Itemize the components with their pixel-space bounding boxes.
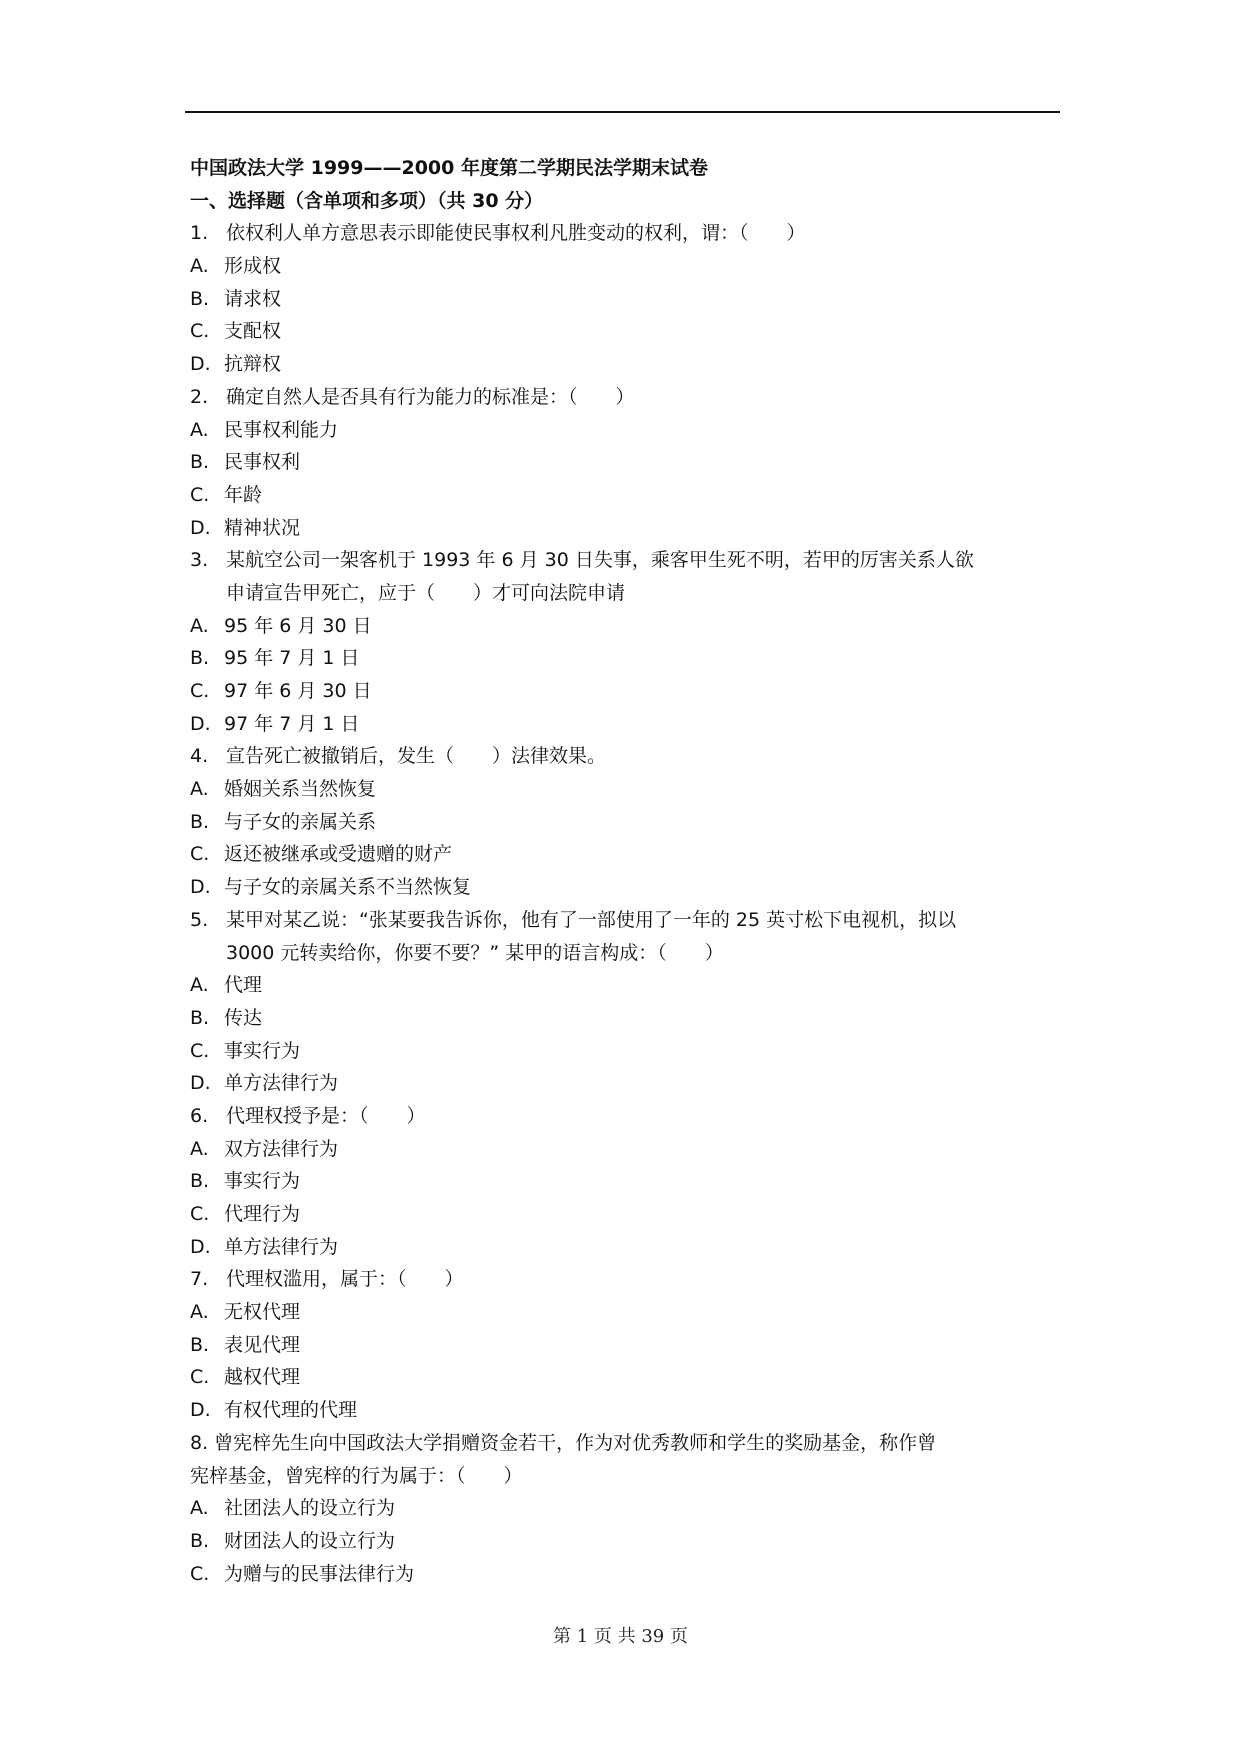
- exam-content: [190, 152, 1060, 1590]
- option-item: [190, 610, 1060, 643]
- option-letter: C.: [190, 1039, 210, 1062]
- option-item: [190, 642, 1060, 675]
- option-letter: C.: [190, 483, 210, 506]
- question-text: 确定自然人是否具有行为能力的标准是：（ ）: [226, 385, 635, 408]
- option-letter: A.: [190, 1301, 209, 1324]
- option-item: [190, 1525, 1060, 1558]
- option-item: [190, 250, 1060, 283]
- option-letter: A.: [190, 255, 209, 278]
- question-number: 2.: [190, 385, 209, 408]
- header-rule: [185, 111, 1060, 113]
- option-item: [190, 512, 1060, 545]
- option-letter: D.: [190, 516, 211, 539]
- question-number: 4.: [190, 745, 209, 768]
- option-item: [190, 1035, 1060, 1068]
- question-number: 3.: [190, 549, 209, 572]
- option-text: 事实行为: [224, 1170, 301, 1193]
- question-8: 8. 曾宪梓先生向中国政法大学捐赠资金若干，作为对优秀教师和学生的奖励基金，称作曾: [190, 1431, 937, 1454]
- option-letter: C.: [190, 1562, 210, 1585]
- option-item: [190, 446, 1060, 479]
- option-letter: D.: [190, 712, 211, 735]
- option-item: [190, 1296, 1060, 1329]
- question-text-continued: 申请宣告甲死亡，应于（ ）才可向法院申请: [226, 581, 626, 604]
- question-1: [190, 217, 1060, 250]
- option-item: [190, 838, 1060, 871]
- option-letter: A.: [190, 778, 209, 801]
- option-letter: B.: [190, 1333, 210, 1356]
- option-item: [190, 806, 1060, 839]
- question-number: 7.: [190, 1268, 209, 1291]
- option-item: [190, 1231, 1060, 1264]
- option-letter: B.: [190, 810, 210, 833]
- option-item: [190, 1394, 1060, 1427]
- question-6: [190, 1100, 1060, 1133]
- option-text: 形成权: [224, 255, 282, 278]
- option-text: 95 年 7 月 1 日: [224, 647, 360, 670]
- option-item: [190, 315, 1060, 348]
- option-text: 代理行为: [224, 1203, 301, 1225]
- option-text: 社团法人的设立行为: [224, 1497, 396, 1520]
- option-letter: B.: [190, 1529, 210, 1552]
- question-2: [190, 381, 1060, 414]
- option-text: 无权代理: [224, 1301, 301, 1324]
- option-letter: A.: [190, 614, 209, 637]
- option-letter: C.: [190, 843, 210, 866]
- option-text: 95 年 6 月 30 日: [224, 614, 372, 637]
- question-text: 宣告死亡被撤销后，发生（ ）法律效果。: [226, 745, 607, 768]
- question-text-continued: 3000 元转卖给你，你要不要？” 某甲的语言构成：（ ）: [226, 941, 724, 964]
- option-text: 97 年 6 月 30 日: [224, 680, 372, 702]
- option-item: [190, 773, 1060, 806]
- option-letter: D.: [190, 1072, 211, 1095]
- option-text: 97 年 7 月 1 日: [224, 712, 360, 735]
- option-item: [190, 348, 1060, 381]
- question-4: [190, 740, 1060, 773]
- question-number: 6.: [190, 1104, 209, 1127]
- option-letter: B.: [190, 287, 210, 310]
- question-5: [190, 904, 1060, 937]
- option-item: [190, 1361, 1060, 1394]
- option-letter: A.: [190, 974, 209, 997]
- option-letter: C.: [190, 680, 210, 702]
- question-number: 5.: [190, 908, 209, 931]
- option-text: 精神状况: [224, 516, 301, 539]
- option-item: [190, 283, 1060, 316]
- option-letter: A.: [190, 1137, 209, 1160]
- option-text: 有权代理的代理: [224, 1399, 358, 1422]
- option-item: [190, 1002, 1060, 1035]
- option-letter: D.: [190, 1235, 211, 1258]
- option-text: 抗辩权: [224, 353, 282, 376]
- option-text: 民事权利能力: [224, 418, 339, 441]
- option-item: [190, 1198, 1060, 1231]
- option-letter: C.: [190, 1366, 210, 1389]
- option-text: 民事权利: [224, 451, 301, 474]
- option-item: [190, 1492, 1060, 1525]
- option-text: 与子女的亲属关系不当然恢复: [224, 876, 472, 899]
- option-text: 婚姻关系当然恢复: [224, 778, 377, 801]
- option-item: [190, 871, 1060, 904]
- option-letter: B.: [190, 451, 210, 474]
- option-letter: D.: [190, 353, 211, 376]
- option-letter: A.: [190, 1497, 209, 1520]
- option-item: [190, 414, 1060, 447]
- option-text: 事实行为: [224, 1039, 301, 1062]
- option-item: [190, 1165, 1060, 1198]
- option-item: [190, 708, 1060, 741]
- option-item: [190, 479, 1060, 512]
- option-item: [190, 969, 1060, 1002]
- question-text: 依权利人单方意思表示即能使民事权利凡胜变动的权利，谓：（ ）: [226, 222, 806, 245]
- option-text: 代理: [224, 974, 263, 997]
- option-text: 传达: [224, 1006, 263, 1029]
- question-text: 代理权滥用，属于：（ ）: [226, 1268, 464, 1291]
- option-letter: A.: [190, 418, 209, 441]
- option-item: [190, 1133, 1060, 1166]
- option-item: [190, 675, 1060, 708]
- option-item: [190, 1558, 1060, 1591]
- page-number: 第 1 页 共 39 页: [553, 1626, 688, 1647]
- option-letter: C.: [190, 1203, 210, 1225]
- question-text: 某航空公司一架客机于 1993 年 6 月 30 日失事，乘客甲生死不明，若甲的厉害关系人欲: [226, 549, 974, 572]
- option-letter: B.: [190, 647, 210, 670]
- option-text: 越权代理: [224, 1366, 301, 1389]
- question-number: 1.: [190, 222, 209, 245]
- option-text: 财团法人的设立行为: [224, 1529, 396, 1552]
- option-text: 单方法律行为: [224, 1072, 339, 1095]
- question-text-continued: 宪梓基金，曾宪梓的行为属于：（ ）: [190, 1464, 523, 1487]
- question-text: 代理权授予是：（ ）: [226, 1104, 426, 1127]
- option-letter: C.: [190, 320, 210, 343]
- option-text: 表见代理: [224, 1333, 301, 1356]
- option-letter: B.: [190, 1006, 210, 1029]
- option-letter: D.: [190, 876, 211, 899]
- option-text: 支配权: [224, 320, 282, 343]
- document-title: 中国政法大学 1999——2000 年度第二学期民法学期末试卷: [190, 157, 708, 179]
- question-text: 某甲对某乙说：“张某要我告诉你，他有了一部使用了一年的 25 英寸松下电视机，拟以: [226, 908, 957, 931]
- option-text: 为赠与的民事法律行为: [224, 1562, 415, 1585]
- option-text: 单方法律行为: [224, 1235, 339, 1258]
- option-item: [190, 1067, 1060, 1100]
- option-letter: D.: [190, 1399, 211, 1422]
- option-text: 返还被继承或受遗赠的财产: [224, 843, 453, 866]
- option-item: [190, 1329, 1060, 1362]
- section-heading: 一、选择题（含单项和多项）（共 30 分）: [190, 189, 544, 212]
- option-letter: B.: [190, 1170, 210, 1193]
- option-text: 请求权: [224, 287, 282, 310]
- question-3: [190, 544, 1060, 577]
- option-text: 与子女的亲属关系: [224, 810, 377, 833]
- question-7: [190, 1263, 1060, 1296]
- option-text: 年龄: [224, 483, 263, 506]
- option-text: 双方法律行为: [224, 1137, 339, 1160]
